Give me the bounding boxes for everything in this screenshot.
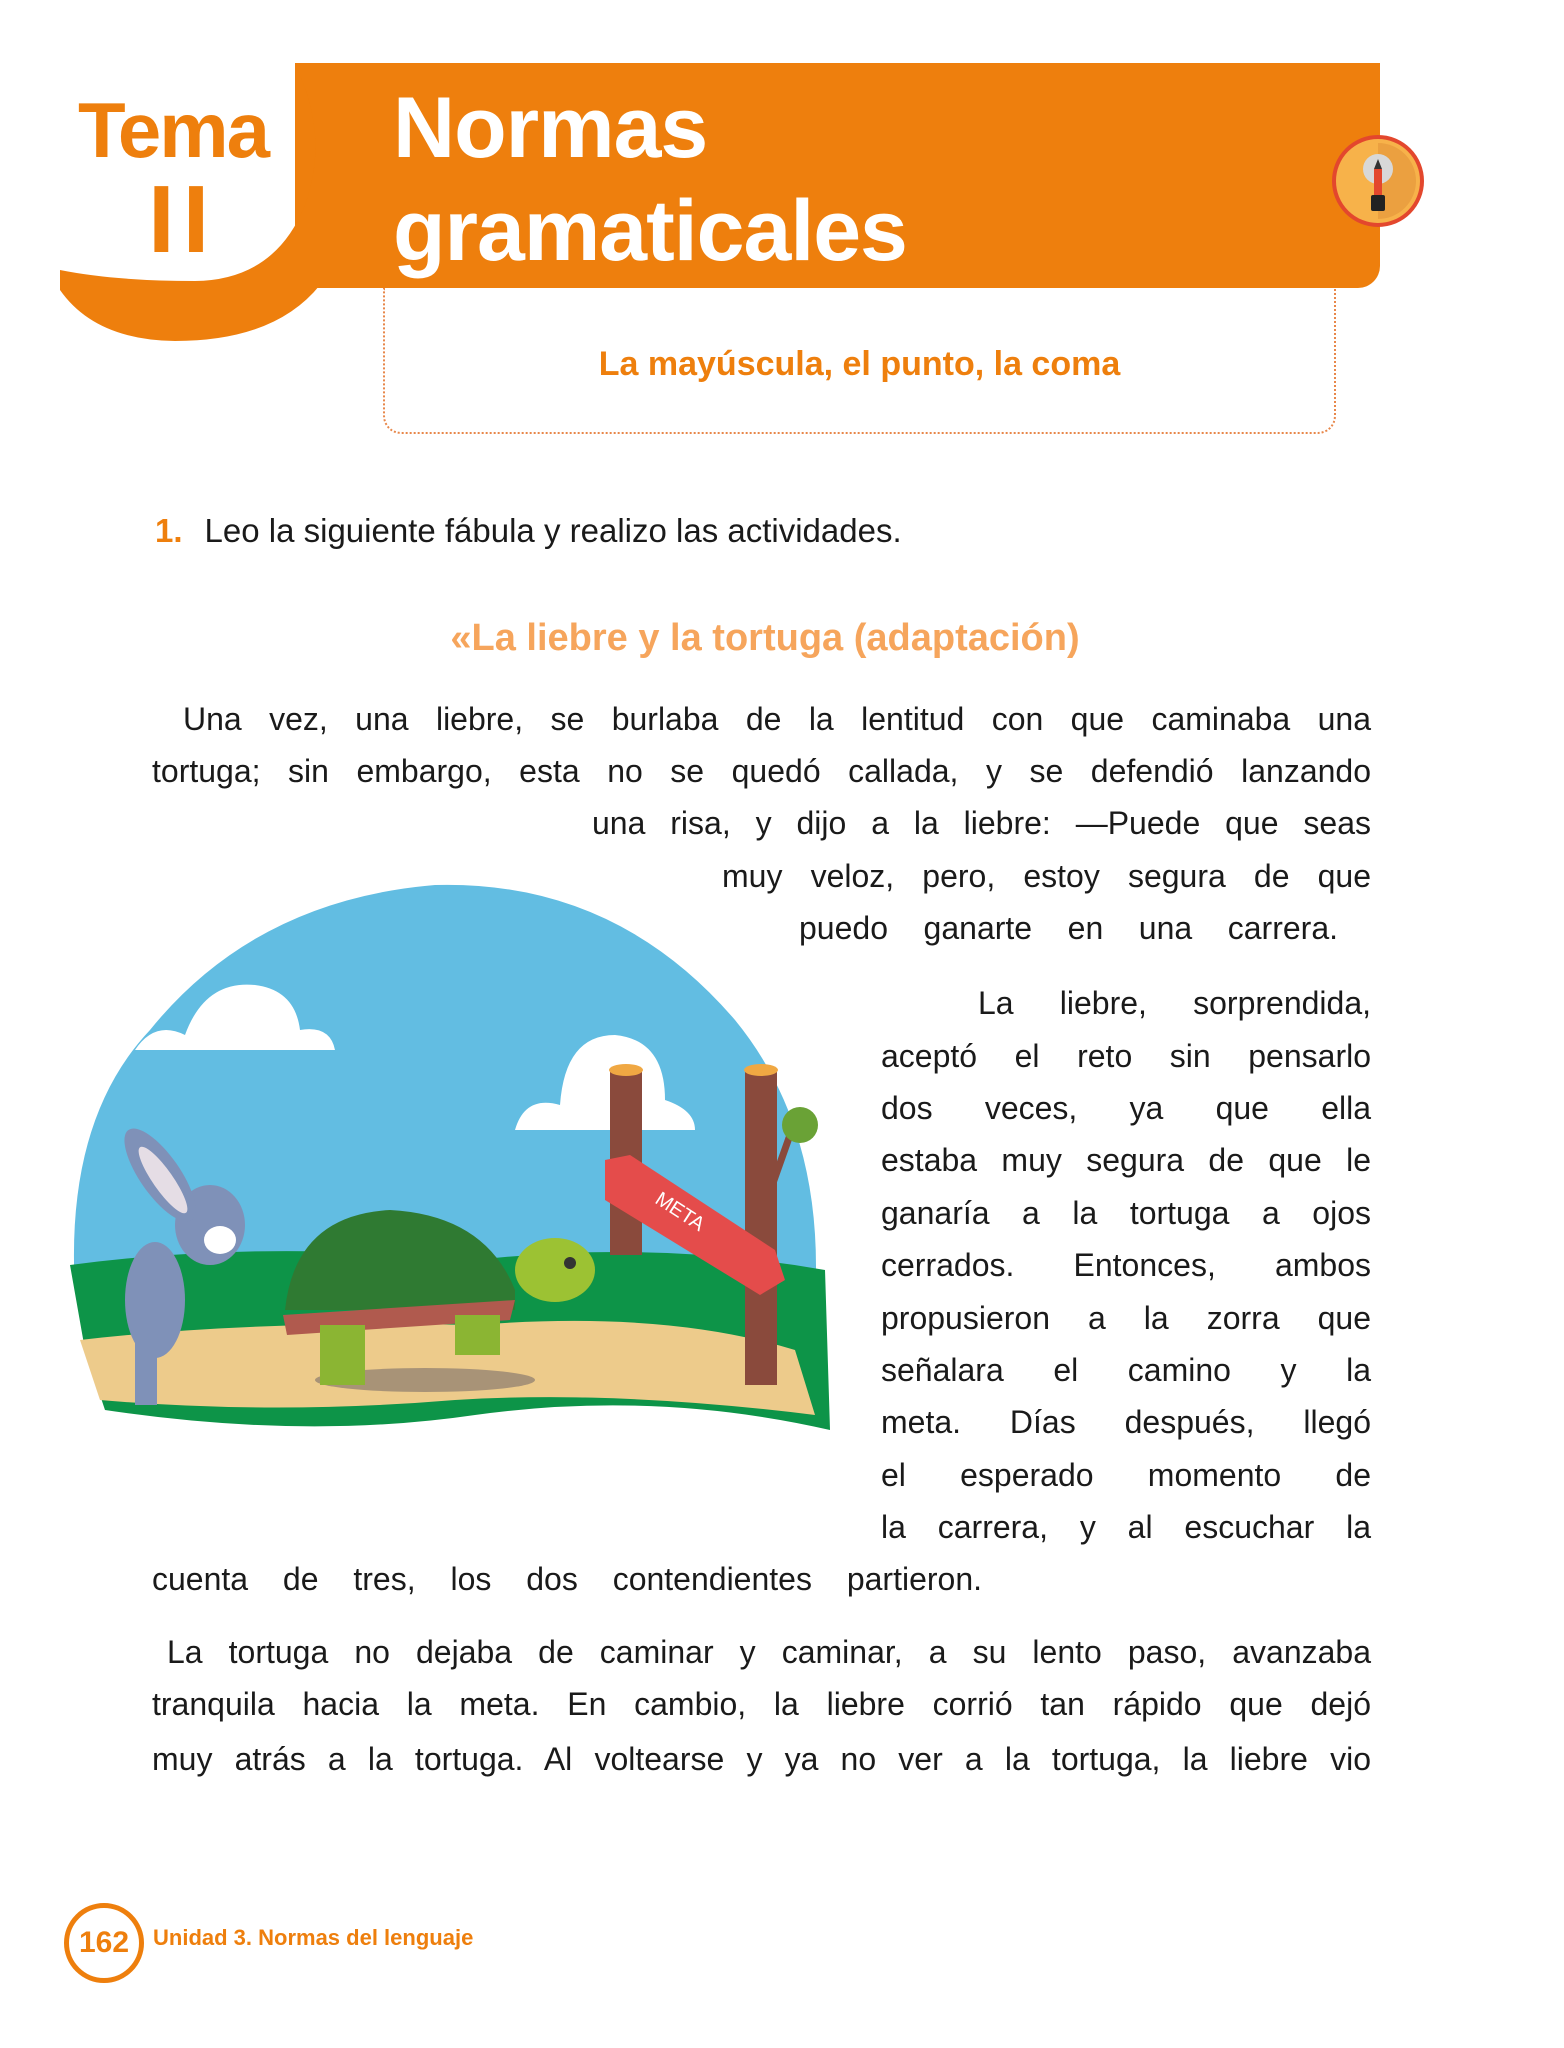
activity-instruction <box>155 512 902 550</box>
fable-line: la carrera, y al escuchar la <box>881 1509 1371 1545</box>
tema-label: Tema <box>78 86 268 174</box>
fable-line: aceptó el reto sin pensarlo <box>881 1038 1371 1074</box>
fable-line: propusieron a la zorra que <box>881 1300 1371 1336</box>
meta-sign: META <box>651 1187 709 1236</box>
fable-line: La tortuga no dejaba de caminar y caminar, a su lento paso, avanzaba <box>167 1634 1371 1670</box>
fable-line: muy veloz, pero, estoy segura de que <box>722 858 1371 894</box>
page-title-line1: Normas <box>393 80 708 176</box>
hare-tortoise-illustration <box>55 870 865 1460</box>
page-number: 162 <box>64 1903 144 1983</box>
fable-line: ganaría a la tortuga a ojos <box>881 1195 1371 1231</box>
fable-line: estaba muy segura de que le <box>881 1142 1371 1178</box>
fable-line: puedo ganarte en una carrera. <box>799 910 1338 946</box>
fable-line: señalara el camino y la <box>881 1352 1371 1388</box>
fable-line: tortuga; sin embargo, esta no se quedó callada, y se defendió lanzando <box>152 753 1371 789</box>
footer-unit-label: Unidad 3. Normas del lenguaje <box>153 1925 474 1950</box>
fable-line: meta. Días después, llegó <box>881 1404 1371 1440</box>
activity-number: 1. <box>155 512 183 549</box>
fable-line: cuenta de tres, los dos contendientes partieron. <box>152 1561 982 1597</box>
fable-line: muy atrás a la tortuga. Al voltearse y ya no ver a la tortuga, la liebre vio <box>152 1741 1371 1777</box>
tema-number: II <box>148 166 218 273</box>
lightbulb-pencil-icon <box>1330 133 1426 229</box>
instruction-text: Leo la siguiente fábula y realizo las actividades. <box>204 512 902 549</box>
fable-line: dos veces, ya que ella <box>881 1090 1371 1126</box>
fable-line: tranquila hacia la meta. En cambio, la liebre corrió tan rápido que dejó <box>152 1686 1371 1722</box>
subtitle: La mayúscula, el punto, la coma <box>598 345 1121 383</box>
fable-line: una risa, y dijo a la liebre: —Puede que seas <box>592 805 1371 841</box>
fable-line: La liebre, sorprendida, <box>978 985 1371 1021</box>
fable-line: cerrados. Entonces, ambos <box>881 1247 1371 1283</box>
page-title-line2: gramaticales <box>393 183 907 279</box>
fable-line: el esperado momento de <box>881 1457 1371 1493</box>
fable-line: Una vez, una liebre, se burlaba de la lentitud con que caminaba una <box>183 701 1371 737</box>
fable-title: «La liebre y la tortuga (adaptación) <box>450 617 1080 659</box>
